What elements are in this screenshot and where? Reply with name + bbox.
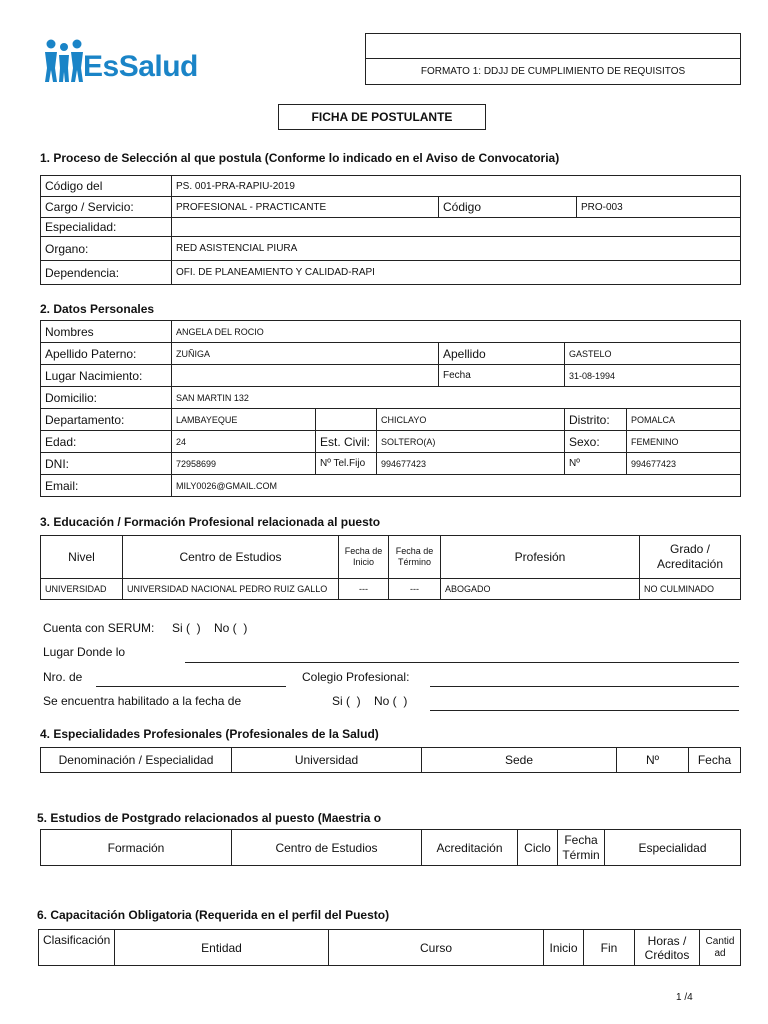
codigo2-label: Código [439, 197, 577, 218]
edu-header-grado: Grado / Acreditación [640, 536, 741, 579]
format-label: FORMATO 1: DDJJ DE CUMPLIMIENTO DE REQUISITOS [420, 66, 686, 77]
cap-header-curso: Curso [329, 930, 544, 966]
edu-header-centro: Centro de Estudios [123, 536, 339, 579]
dependencia-value: OFI. DE PLANEAMIENTO Y CALIDAD-RAPI [172, 261, 741, 285]
sexo-value: FEMENINO [627, 431, 741, 453]
habilitado-label: Se encuentra habilitado a la fecha de [43, 694, 242, 708]
lugar-label: Lugar Nacimiento: [41, 365, 172, 387]
n-label: Nº [565, 453, 627, 475]
codigo-value: PS. 001-PRA-RAPIU-2019 [172, 176, 741, 197]
family-logo-icon [42, 38, 86, 84]
telfijo-value: 994677423 [377, 453, 565, 475]
edu-inicio: --- [339, 579, 389, 600]
departamento-label: Departamento: [41, 409, 172, 431]
ap-paterno-label: Apellido Paterno: [41, 343, 172, 365]
edu-header-nivel: Nivel [41, 536, 123, 579]
cargo-label: Cargo / Servicio: [41, 197, 172, 218]
page-number: 1 /4 [676, 992, 693, 1003]
ap-materno-value: GASTELO [565, 343, 741, 365]
esp-header-universidad: Universidad [232, 748, 422, 773]
especialidad-label: Especialidad: [41, 218, 172, 237]
section2-heading: 2. Datos Personales [40, 302, 155, 316]
cap-header-clasificacion: Clasificación [39, 930, 115, 966]
section1-table [40, 175, 741, 285]
estcivil-label: Est. Civil: [316, 431, 377, 453]
organo-value: RED ASISTENCIAL PIURA [172, 237, 741, 261]
esp-header-sede: Sede [422, 748, 617, 773]
esp-header-fecha: Fecha [689, 748, 741, 773]
edad-label: Edad: [41, 431, 172, 453]
section2-table [40, 320, 741, 497]
domicilio-label: Domicilio: [41, 387, 172, 409]
email-value: MILY0026@GMAIL.COM [172, 475, 741, 497]
telfijo-label: Nº Tel.Fijo [316, 453, 377, 475]
nombres-value: ANGELA DEL ROCIO [172, 321, 741, 343]
domicilio-value: SAN MARTIN 132 [172, 387, 741, 409]
cargo-value: PROFESIONAL - PRACTICANTE [172, 197, 439, 218]
departamento-value: LAMBAYEQUE [172, 409, 316, 431]
cap-header-inicio: Inicio [544, 930, 584, 966]
edu-header-termino: Fecha de Término [389, 536, 441, 579]
nro-label: Nro. de [43, 670, 83, 684]
fecha-label: Fecha [439, 365, 565, 387]
estcivil-value: SOLTERO(A) [377, 431, 565, 453]
section4-table [40, 747, 741, 773]
format-box [365, 33, 741, 85]
post-header-ciclo: Ciclo [518, 830, 558, 866]
email-label: Email: [41, 475, 172, 497]
dni-value: 72958699 [172, 453, 316, 475]
post-header-acreditacion: Acreditación [422, 830, 518, 866]
cap-header-entidad: Entidad [115, 930, 329, 966]
codigo2-value: PRO-003 [577, 197, 741, 218]
n-value: 994677423 [627, 453, 741, 475]
lugar-serum-line[interactable] [185, 662, 739, 663]
edu-profesion: ABOGADO [441, 579, 640, 600]
cap-header-cantidad: Cantid ad [700, 930, 741, 966]
fecha-value: 31-08-1994 [565, 365, 741, 387]
section3-heading: 3. Educación / Formación Profesional relacionada al puesto [40, 515, 381, 529]
section6-table [38, 929, 741, 966]
colegio-label: Colegio Profesional: [302, 670, 410, 684]
nro-line[interactable] [96, 686, 286, 687]
logo-text: EsSalud [83, 50, 198, 83]
edu-centro: UNIVERSIDAD NACIONAL PEDRO RUIZ GALLO [123, 579, 339, 600]
habilitado-line[interactable] [430, 710, 739, 711]
section3-table [40, 535, 741, 600]
nombres-label: Nombres [41, 321, 172, 343]
ap-paterno-value: ZUÑIGA [172, 343, 439, 365]
habilitado-options[interactable]: Si ( ) No ( ) [332, 694, 408, 708]
edu-termino: --- [389, 579, 441, 600]
lugar-serum-label: Lugar Donde lo [43, 645, 126, 659]
especialidad-value [172, 218, 741, 237]
edad-value: 24 [172, 431, 316, 453]
serum-options[interactable]: Si ( ) No ( ) [172, 621, 248, 635]
ap-materno-label: Apellido [439, 343, 565, 365]
dni-label: DNI: [41, 453, 172, 475]
sexo-label: Sexo: [565, 431, 627, 453]
dependencia-label: Dependencia: [41, 261, 172, 285]
provincia-value: CHICLAYO [377, 409, 565, 431]
codigo-label: Código del [41, 176, 172, 197]
esp-header-numero: Nº [617, 748, 689, 773]
edu-header-inicio: Fecha de Inicio [339, 536, 389, 579]
colegio-line[interactable] [430, 686, 739, 687]
section1-heading: 1. Proceso de Selección al que postula (Conforme lo indicado en el Aviso de Convocatoria) [40, 151, 560, 165]
post-header-centro: Centro de Estudios [232, 830, 422, 866]
lugar-value [172, 365, 439, 387]
page-title: FICHA DE POSTULANTE [278, 104, 486, 130]
section5-table [40, 829, 741, 866]
section4-heading: 4. Especialidades Profesionales (Profesionales de la Salud) [40, 727, 379, 741]
serum-label: Cuenta con SERUM: [43, 621, 155, 635]
post-header-formacion: Formación [41, 830, 232, 866]
cap-header-fin: Fin [584, 930, 635, 966]
organo-label: Organo: [41, 237, 172, 261]
distrito-label: Distrito: [565, 409, 627, 431]
section6-heading: 6. Capacitación Obligatoria (Requerida en el perfil del Puesto) [37, 908, 390, 922]
post-header-especialidad: Especialidad [605, 830, 741, 866]
esp-header-denominacion: Denominación / Especialidad [41, 748, 232, 773]
post-header-fecha: Fecha Términ [558, 830, 605, 866]
cap-header-horas: Horas / Créditos [635, 930, 700, 966]
edu-nivel: UNIVERSIDAD [41, 579, 123, 600]
section5-heading: 5. Estudios de Postgrado relacionados al puesto (Maestria o [37, 811, 382, 825]
edu-grado: NO CULMINADO [640, 579, 741, 600]
table-row [41, 579, 741, 600]
distrito-value: POMALCA [627, 409, 741, 431]
essalud-logo [42, 38, 232, 88]
edu-header-profesion: Profesión [441, 536, 640, 579]
provincia-label-empty [316, 409, 377, 431]
